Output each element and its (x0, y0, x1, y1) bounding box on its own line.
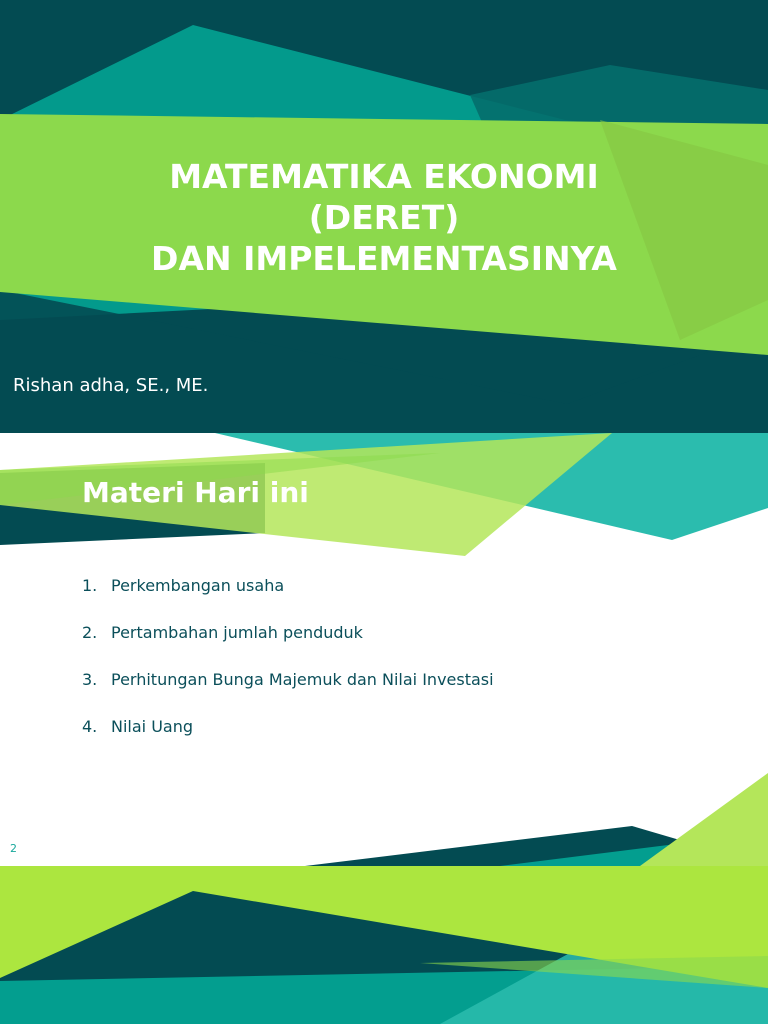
list-item (82, 715, 494, 762)
list-item-text: Perkembangan usaha (111, 576, 285, 595)
title-line: (DERET) (308, 198, 460, 237)
list-item-number: 3. (82, 670, 98, 689)
slide-title-heading (0, 156, 768, 279)
slide-3-background-shapes (0, 866, 768, 1024)
list-item (82, 574, 494, 621)
author-subtitle: Rishan adha, SE., ME. (13, 375, 209, 396)
slide-3-partial (0, 866, 768, 1024)
agenda-list (82, 574, 494, 762)
list-item-number: 2. (82, 623, 98, 642)
list-item-text: Perhitungan Bunga Majemuk dan Nilai Investasi (111, 670, 494, 689)
list-item-text: Pertambahan jumlah penduduk (111, 623, 363, 642)
title-line: MATEMATIKA EKONOMI (169, 157, 599, 196)
slide-2-heading: Materi Hari ini (82, 476, 309, 509)
list-item (82, 668, 494, 715)
list-item-number: 1. (82, 576, 98, 595)
title-line: DAN IMPELEMENTASINYA (151, 239, 617, 278)
list-item-number: 4. (82, 717, 98, 736)
list-item-text: Nilai Uang (111, 717, 194, 736)
slide-title (0, 0, 768, 433)
slide-agenda (0, 433, 768, 866)
list-item (82, 621, 494, 668)
page-number: 2 (10, 842, 17, 855)
